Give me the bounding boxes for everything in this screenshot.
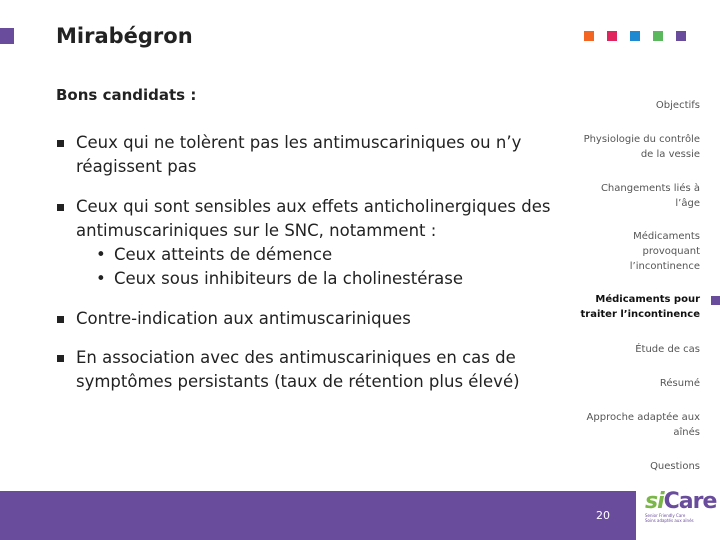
sub-bullet-item: • Ceux sous inhibiteurs de la cholinestérase	[94, 267, 561, 291]
footer-bar	[0, 491, 636, 540]
nav-item-changements[interactable]: Changements liés à l’âge	[600, 183, 700, 209]
logo-wordmark: siCare	[645, 489, 717, 514]
slide-title: Mirabégron	[56, 24, 193, 48]
decor-square	[630, 31, 640, 41]
active-section-marker	[711, 296, 720, 305]
nav-item-medicaments-traiter[interactable]: Médicaments pour traiter l’incontinence	[580, 294, 700, 320]
bullet-item	[56, 346, 561, 394]
nav-item-questions[interactable]: Questions	[650, 461, 700, 472]
nav-item-physiologie[interactable]: Physiologie du contrôle de la vessie	[583, 134, 700, 160]
sub-bullet-item: • Ceux atteints de démence	[94, 243, 561, 267]
decor-square	[607, 31, 617, 41]
slide-subtitle: Bons candidats :	[56, 86, 197, 104]
square-bullet-icon	[57, 140, 64, 147]
logo-tagline-fr: Soins adaptés aux aînés	[645, 518, 694, 523]
square-bullet-icon	[57, 204, 64, 211]
bullet-item	[56, 195, 561, 291]
nav-item-medicaments-provoquant[interactable]: Médicaments provoquant l’incontinence	[629, 231, 700, 272]
nav-item-resume[interactable]: Résumé	[659, 378, 700, 389]
decor-square	[676, 31, 686, 41]
sub-bullet-list	[76, 243, 561, 291]
bullet-text: Ceux qui ne tolèrent pas les antimuscariniques ou n’y réagissent pas	[76, 133, 522, 176]
nav-item-approche[interactable]: Approche adaptée aux aînés	[586, 412, 700, 438]
bullet-text: En association avec des antimuscariniques en cas de symptômes persistants (taux de rétention plus élevé)	[76, 348, 520, 391]
square-bullet-icon	[57, 355, 64, 362]
bullet-item	[56, 131, 561, 179]
page-number: 20	[596, 509, 610, 522]
corner-accent	[0, 28, 14, 44]
bullet-text: Contre-indication aux antimuscariniques	[76, 309, 411, 328]
nav-item-objectifs[interactable]: Objectifs	[655, 100, 700, 111]
decor-square	[584, 31, 594, 41]
decor-square	[653, 31, 663, 41]
logo-tagline-en: Senior Friendly Care	[645, 513, 686, 518]
nav-item-etude-de-cas[interactable]: Étude de cas	[635, 344, 700, 355]
bullet-list	[56, 131, 561, 394]
bullet-item	[56, 307, 561, 331]
bullet-text: Ceux qui sont sensibles aux effets anticholinergiques des antimuscariniques sur le SNC, notamment :	[76, 197, 551, 240]
sicare-logo	[645, 491, 715, 531]
square-bullet-icon	[57, 316, 64, 323]
decor-squares	[584, 31, 686, 41]
